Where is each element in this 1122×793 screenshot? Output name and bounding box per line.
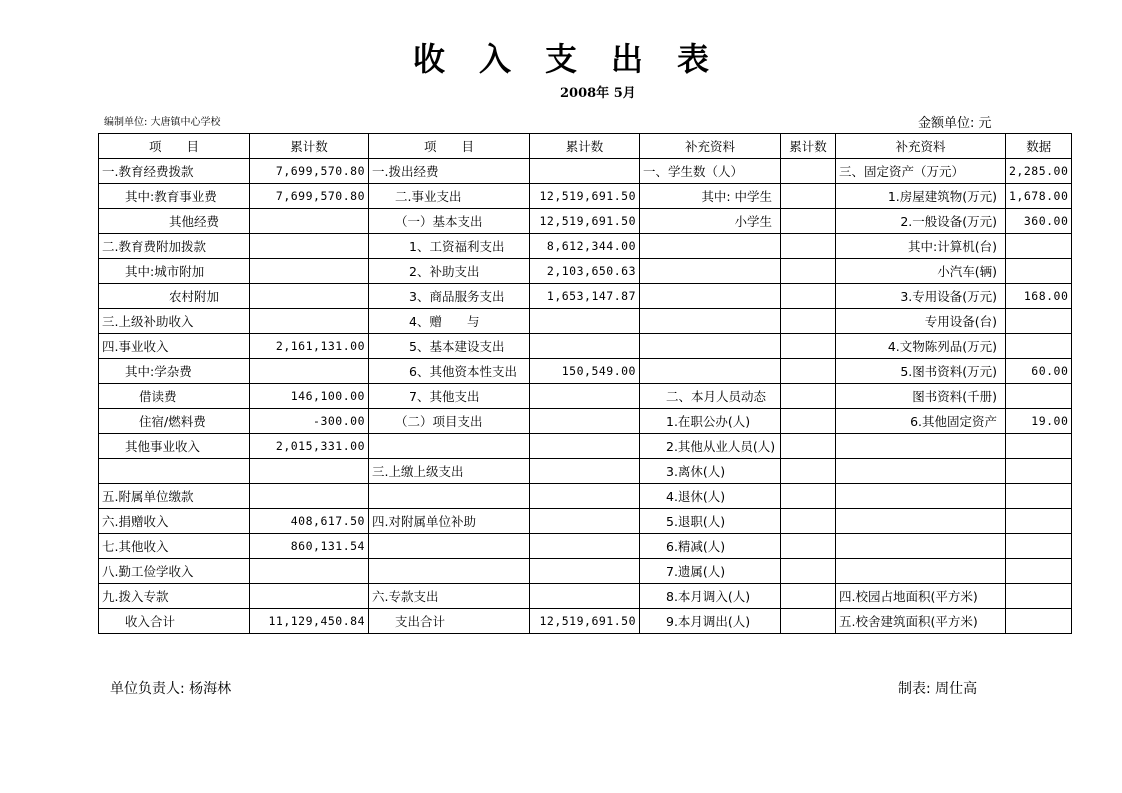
label-cell <box>640 334 781 359</box>
label-cell <box>369 484 530 509</box>
amount-cell <box>1006 234 1072 259</box>
amount-cell <box>250 459 369 484</box>
label-cell <box>781 184 836 209</box>
amount-cell: 60.00 <box>1006 359 1072 384</box>
label-cell: 7、其他支出 <box>369 384 530 409</box>
amount-cell <box>1006 334 1072 359</box>
label-cell: 八.勤工俭学收入 <box>99 559 250 584</box>
label-cell: 2.一般设备(万元) <box>836 209 1006 234</box>
header-cell: 累计数 <box>530 134 640 159</box>
label-cell <box>836 484 1006 509</box>
amount-cell: 12,519,691.50 <box>530 609 640 634</box>
label-cell: 2.其他从业人员(人) <box>640 434 781 459</box>
preparer: 制表: 周仕高 <box>898 681 978 697</box>
amount-cell: 2,285.00 <box>1006 159 1072 184</box>
label-cell: 8.本月调入(人) <box>640 584 781 609</box>
amount-cell: 408,617.50 <box>250 509 369 534</box>
table-row <box>99 609 1072 634</box>
label-cell: 6、其他资本性支出 <box>369 359 530 384</box>
label-cell: 6.其他固定资产 <box>836 409 1006 434</box>
label-cell <box>640 284 781 309</box>
label-cell <box>836 559 1006 584</box>
label-cell <box>781 384 836 409</box>
amount-cell: 12,519,691.50 <box>530 209 640 234</box>
amount-cell <box>530 409 640 434</box>
table-row <box>99 434 1072 459</box>
label-cell: （二）项目支出 <box>369 409 530 434</box>
label-cell: （一）基本支出 <box>369 209 530 234</box>
income-expense-table <box>98 133 1072 634</box>
table-row <box>99 334 1072 359</box>
header-cell: 累计数 <box>781 134 836 159</box>
amount-cell: 2,015,331.00 <box>250 434 369 459</box>
amount-cell <box>250 284 369 309</box>
table-row <box>99 359 1072 384</box>
label-cell <box>781 509 836 534</box>
label-cell <box>836 459 1006 484</box>
amount-cell: 12,519,691.50 <box>530 184 640 209</box>
label-cell: 图书资料(千册) <box>836 384 1006 409</box>
label-cell: 农村附加 <box>99 284 250 309</box>
table-row <box>99 409 1072 434</box>
label-cell: 其他经费 <box>99 209 250 234</box>
label-cell: 四.对附属单位补助 <box>369 509 530 534</box>
amount-cell <box>1006 609 1072 634</box>
label-cell <box>640 309 781 334</box>
amount-cell <box>1006 384 1072 409</box>
amount-cell <box>250 209 369 234</box>
label-cell: 1、工资福利支出 <box>369 234 530 259</box>
label-cell: 三、固定资产（万元） <box>836 159 1006 184</box>
label-cell: 5.图书资料(万元) <box>836 359 1006 384</box>
header-cell: 补充资料 <box>640 134 781 159</box>
amount-cell: 1,678.00 <box>1006 184 1072 209</box>
amount-cell <box>530 434 640 459</box>
label-cell <box>781 159 836 184</box>
label-cell: 3.专用设备(万元) <box>836 284 1006 309</box>
label-cell <box>781 359 836 384</box>
report-title: 收入支出表 <box>412 40 743 78</box>
label-cell: 3.离休(人) <box>640 459 781 484</box>
label-cell <box>369 559 530 584</box>
amount-cell: 19.00 <box>1006 409 1072 434</box>
label-cell: 其中:学杂费 <box>99 359 250 384</box>
amount-cell: 2,161,131.00 <box>250 334 369 359</box>
amount-cell: -300.00 <box>250 409 369 434</box>
label-cell: 一.教育经费拨款 <box>99 159 250 184</box>
amount-cell <box>1006 584 1072 609</box>
amount-cell: 168.00 <box>1006 284 1072 309</box>
label-cell <box>781 234 836 259</box>
label-cell: 六.专款支出 <box>369 584 530 609</box>
label-cell: 其中:教育事业费 <box>99 184 250 209</box>
amount-cell <box>1006 534 1072 559</box>
label-cell: 4.退休(人) <box>640 484 781 509</box>
amount-cell <box>530 459 640 484</box>
label-cell <box>781 584 836 609</box>
label-cell: 二.事业支出 <box>369 184 530 209</box>
label-cell: 1.在职公办(人) <box>640 409 781 434</box>
label-cell <box>781 609 836 634</box>
label-cell: 四.事业收入 <box>99 334 250 359</box>
amount-cell <box>530 559 640 584</box>
label-cell <box>781 484 836 509</box>
label-cell: 4.文物陈列品(万元) <box>836 334 1006 359</box>
amount-cell: 2,103,650.63 <box>530 259 640 284</box>
label-cell: 一.拨出经费 <box>369 159 530 184</box>
amount-cell <box>250 259 369 284</box>
label-cell <box>640 359 781 384</box>
label-cell: 三.上级补助收入 <box>99 309 250 334</box>
label-cell <box>99 459 250 484</box>
label-cell: 二.教育费附加拨款 <box>99 234 250 259</box>
label-cell <box>369 534 530 559</box>
label-cell: 二、本月人员动态 <box>640 384 781 409</box>
amount-cell <box>530 484 640 509</box>
table-row <box>99 284 1072 309</box>
table-row <box>99 309 1072 334</box>
label-cell <box>640 234 781 259</box>
amount-cell <box>250 234 369 259</box>
amount-cell: 1,653,147.87 <box>530 284 640 309</box>
label-cell: 1.房屋建筑物(万元) <box>836 184 1006 209</box>
amount-cell <box>530 159 640 184</box>
label-cell <box>781 334 836 359</box>
amount-cell <box>530 534 640 559</box>
label-cell: 9.本月调出(人) <box>640 609 781 634</box>
label-cell <box>781 534 836 559</box>
label-cell <box>781 459 836 484</box>
header-cell: 补充资料 <box>836 134 1006 159</box>
label-cell <box>781 559 836 584</box>
label-cell: 5.退职(人) <box>640 509 781 534</box>
table-row <box>99 159 1072 184</box>
label-cell <box>836 534 1006 559</box>
amount-cell: 146,100.00 <box>250 384 369 409</box>
table-row <box>99 584 1072 609</box>
header-cell: 项 目 <box>99 134 250 159</box>
table-row <box>99 184 1072 209</box>
amount-cell <box>530 309 640 334</box>
label-cell <box>781 284 836 309</box>
label-cell: 五.附属单位缴款 <box>99 484 250 509</box>
responsible-person: 单位负责人: 杨海林 <box>110 681 232 697</box>
amount-cell <box>250 584 369 609</box>
label-cell: 支出合计 <box>369 609 530 634</box>
compiling-unit: 编制单位: 大唐镇中心学校 <box>104 117 221 128</box>
label-cell: 一、学生数（人） <box>640 159 781 184</box>
label-cell: 小汽车(辆) <box>836 259 1006 284</box>
label-cell <box>781 309 836 334</box>
amount-cell <box>1006 309 1072 334</box>
label-cell <box>369 434 530 459</box>
label-cell: 小学生 <box>640 209 781 234</box>
label-cell: 3、商品服务支出 <box>369 284 530 309</box>
table-row <box>99 259 1072 284</box>
amount-cell: 150,549.00 <box>530 359 640 384</box>
label-cell: 四.校园占地面积(平方米) <box>836 584 1006 609</box>
amount-cell: 8,612,344.00 <box>530 234 640 259</box>
amount-cell <box>250 559 369 584</box>
label-cell: 7.遗属(人) <box>640 559 781 584</box>
amount-cell <box>250 359 369 384</box>
label-cell: 三.上缴上级支出 <box>369 459 530 484</box>
label-cell: 专用设备(台) <box>836 309 1006 334</box>
label-cell: 其他事业收入 <box>99 434 250 459</box>
amount-cell: 360.00 <box>1006 209 1072 234</box>
label-cell: 其中: 中学生 <box>640 184 781 209</box>
table-row <box>99 209 1072 234</box>
table-row <box>99 559 1072 584</box>
report-period: 2008年 5月 <box>560 86 636 101</box>
label-cell <box>640 259 781 284</box>
amount-cell: 7,699,570.80 <box>250 159 369 184</box>
amount-cell <box>1006 259 1072 284</box>
label-cell: 4、赠 与 <box>369 309 530 334</box>
label-cell: 住宿/燃料费 <box>99 409 250 434</box>
table-row <box>99 509 1072 534</box>
label-cell <box>781 409 836 434</box>
label-cell <box>836 434 1006 459</box>
amount-cell: 7,699,570.80 <box>250 184 369 209</box>
label-cell: 5、基本建设支出 <box>369 334 530 359</box>
amount-cell <box>1006 559 1072 584</box>
table-row <box>99 534 1072 559</box>
label-cell <box>781 209 836 234</box>
label-cell: 收入合计 <box>99 609 250 634</box>
label-cell: 6.精减(人) <box>640 534 781 559</box>
amount-cell <box>1006 434 1072 459</box>
label-cell: 六.捐赠收入 <box>99 509 250 534</box>
label-cell: 九.拨入专款 <box>99 584 250 609</box>
amount-cell <box>1006 459 1072 484</box>
header-cell: 数据 <box>1006 134 1072 159</box>
amount-cell <box>530 334 640 359</box>
label-cell: 七.其他收入 <box>99 534 250 559</box>
label-cell: 其中:计算机(台) <box>836 234 1006 259</box>
label-cell: 借读费 <box>99 384 250 409</box>
amount-cell <box>250 484 369 509</box>
label-cell <box>781 434 836 459</box>
amount-cell: 11,129,450.84 <box>250 609 369 634</box>
amount-cell <box>1006 484 1072 509</box>
label-cell: 其中:城市附加 <box>99 259 250 284</box>
table-row <box>99 234 1072 259</box>
label-cell: 五.校舍建筑面积(平方米) <box>836 609 1006 634</box>
label-cell <box>781 259 836 284</box>
table-header-row <box>99 134 1072 159</box>
amount-cell: 860,131.54 <box>250 534 369 559</box>
amount-cell <box>530 384 640 409</box>
amount-cell <box>250 309 369 334</box>
table-row <box>99 484 1072 509</box>
currency-unit: 金额单位: 元 <box>918 116 992 131</box>
amount-cell <box>530 584 640 609</box>
amount-cell <box>1006 509 1072 534</box>
amount-cell <box>530 509 640 534</box>
header-cell: 项 目 <box>369 134 530 159</box>
table-row <box>99 384 1072 409</box>
table-row <box>99 459 1072 484</box>
label-cell: 2、补助支出 <box>369 259 530 284</box>
header-cell: 累计数 <box>250 134 369 159</box>
label-cell <box>836 509 1006 534</box>
